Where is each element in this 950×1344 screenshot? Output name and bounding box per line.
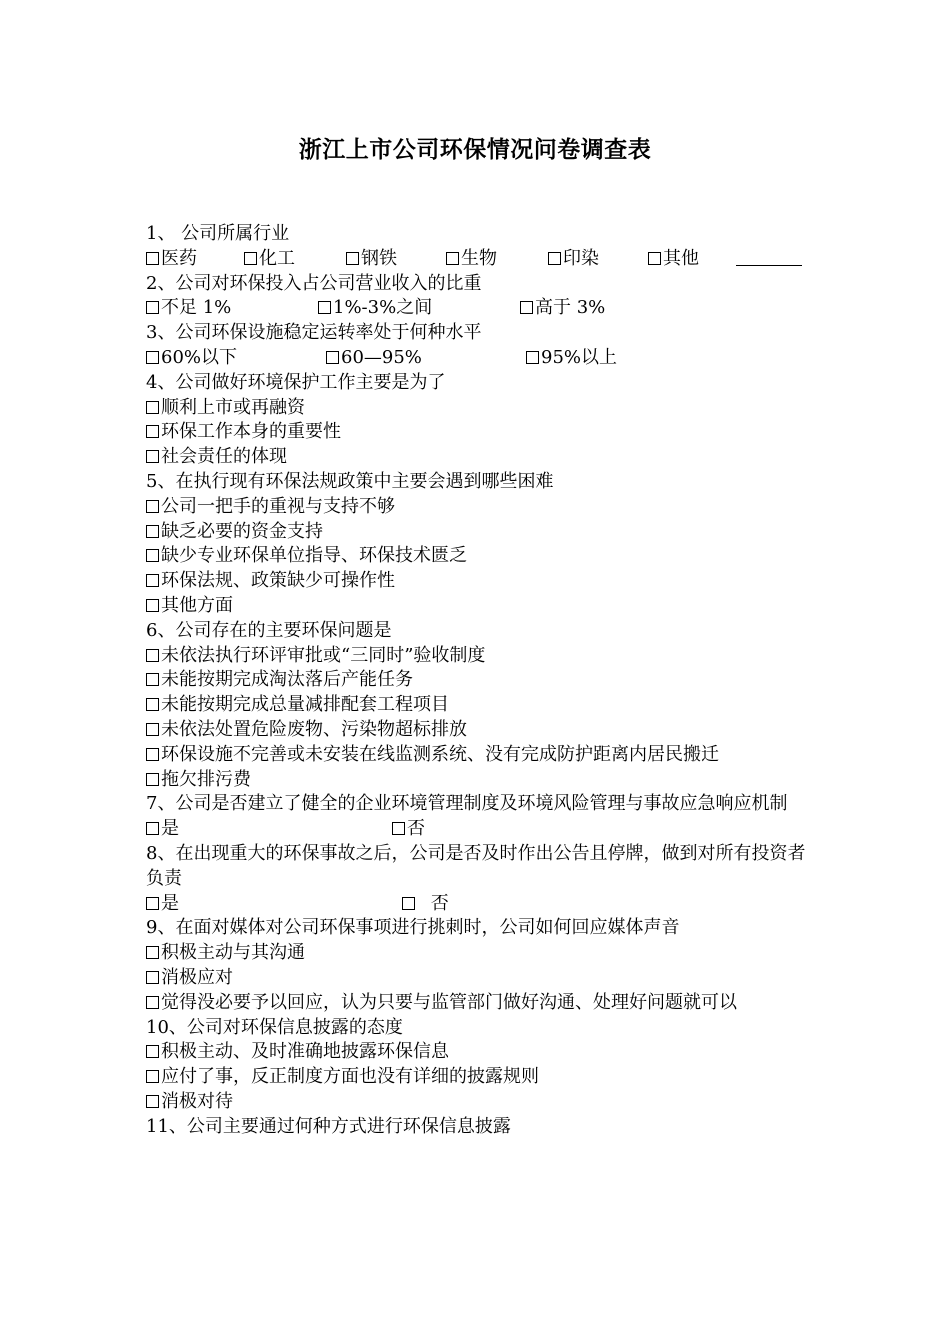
- checkbox-icon[interactable]: [146, 946, 159, 959]
- checkbox-icon[interactable]: [146, 351, 159, 364]
- option-disclosure-yes[interactable]: 是: [146, 892, 402, 917]
- option-industry-other[interactable]: 其他: [648, 247, 736, 272]
- checkbox-icon[interactable]: [146, 1045, 159, 1058]
- option-industry-pharma[interactable]: 医药: [146, 247, 244, 272]
- checkbox-icon[interactable]: [244, 252, 257, 265]
- option-media-2[interactable]: 消极应对: [146, 966, 810, 991]
- option-attitude-3[interactable]: 消极对待: [146, 1090, 810, 1115]
- question-1: 1、 公司所属行业: [146, 223, 290, 244]
- checkbox-icon[interactable]: [346, 252, 359, 265]
- checkbox-icon[interactable]: [326, 351, 339, 364]
- question-5: 5、在执行现有环保法规政策中主要会遇到哪些困难: [146, 470, 554, 492]
- question-8: 8、在出现重大的环保事故之后，公司是否及时作出公告且停牌，做到对所有投资者负责: [146, 842, 806, 889]
- checkbox-icon[interactable]: [146, 425, 159, 438]
- question-3: 3、公司环保设施稳定运转率处于何种水平: [146, 322, 482, 344]
- checkbox-icon[interactable]: [146, 574, 159, 587]
- question-7: 7、公司是否建立了健全的企业环境管理制度及环境风险管理与事故应急响应机制: [146, 793, 788, 815]
- checkbox-icon[interactable]: [520, 301, 533, 314]
- checkbox-icon[interactable]: [146, 748, 159, 761]
- question-10: 10、公司对环保信息披露的态度: [146, 1016, 403, 1038]
- option-attitude-2[interactable]: 应付了事，反正制度方面也没有详细的披露规则: [146, 1065, 810, 1090]
- checkbox-icon[interactable]: [146, 549, 159, 562]
- checkbox-icon[interactable]: [146, 673, 159, 686]
- option-rate-over-95[interactable]: 95%以上: [526, 346, 617, 371]
- checkbox-icon[interactable]: [146, 252, 159, 265]
- option-purpose-3[interactable]: 社会责任的体现: [146, 445, 810, 470]
- option-mgmt-no[interactable]: 否: [392, 817, 425, 842]
- checkbox-icon[interactable]: [446, 252, 459, 265]
- option-attitude-1[interactable]: 积极主动、及时准确地披露环保信息: [146, 1040, 810, 1065]
- checkbox-icon[interactable]: [146, 897, 159, 910]
- option-rate-under-60[interactable]: 60%以下: [146, 346, 326, 371]
- option-problem-1[interactable]: 未依法执行环评审批或“三同时”验收制度: [146, 644, 810, 669]
- checkbox-icon[interactable]: [146, 525, 159, 538]
- option-difficulty-2[interactable]: 缺乏必要的资金支持: [146, 520, 810, 545]
- option-rate-60-95[interactable]: 60—95%: [326, 346, 526, 371]
- option-problem-5[interactable]: 环保设施不完善或未安装在线监测系统、没有完成防护距离内居民搬迁: [146, 743, 810, 768]
- option-problem-4[interactable]: 未依法处置危险废物、污染物超标排放: [146, 718, 810, 743]
- checkbox-icon[interactable]: [146, 996, 159, 1009]
- option-difficulty-5[interactable]: 其他方面: [146, 594, 810, 619]
- option-industry-biology[interactable]: 生物: [446, 247, 548, 272]
- checkbox-icon[interactable]: [146, 822, 159, 835]
- question-2: 2、公司对环保投入占公司营业收入的比重: [146, 272, 482, 294]
- question-2-options: [146, 296, 810, 321]
- checkbox-icon[interactable]: [146, 723, 159, 736]
- questionnaire: [146, 222, 810, 1139]
- checkbox-icon[interactable]: [648, 252, 661, 265]
- checkbox-icon[interactable]: [548, 252, 561, 265]
- option-industry-steel[interactable]: 钢铁: [346, 247, 446, 272]
- option-problem-6[interactable]: 拖欠排污费: [146, 768, 810, 793]
- option-media-3[interactable]: 觉得没必要予以回应，认为只要与监管部门做好沟通、处理好问题就可以: [146, 991, 810, 1016]
- option-difficulty-1[interactable]: 公司一把手的重视与支持不够: [146, 495, 810, 520]
- option-problem-2[interactable]: 未能按期完成淘汰落后产能任务: [146, 668, 810, 693]
- question-7-options: [146, 817, 810, 842]
- checkbox-icon[interactable]: [146, 649, 159, 662]
- checkbox-icon[interactable]: [526, 351, 539, 364]
- checkbox-icon[interactable]: [402, 897, 415, 910]
- checkbox-icon[interactable]: [146, 301, 159, 314]
- question-6: 6、公司存在的主要环保问题是: [146, 619, 392, 641]
- other-industry-blank[interactable]: [736, 247, 802, 266]
- checkbox-icon[interactable]: [146, 773, 159, 786]
- checkbox-icon[interactable]: [318, 301, 331, 314]
- checkbox-icon[interactable]: [392, 822, 405, 835]
- question-9: 9、在面对媒体对公司环保事项进行挑刺时，公司如何回应媒体声音: [146, 917, 680, 939]
- checkbox-icon[interactable]: [146, 401, 159, 414]
- option-ratio-over-3[interactable]: 高于 3%: [520, 296, 605, 321]
- option-mgmt-yes[interactable]: 是: [146, 817, 392, 842]
- option-difficulty-4[interactable]: 环保法规、政策缺少可操作性: [146, 569, 810, 594]
- question-11: 11、公司主要通过何种方式进行环保信息披露: [146, 1115, 511, 1137]
- option-industry-dyeing[interactable]: 印染: [548, 247, 648, 272]
- option-problem-3[interactable]: 未能按期完成总量减排配套工程项目: [146, 693, 810, 718]
- question-1-options: [146, 247, 810, 272]
- checkbox-icon[interactable]: [146, 599, 159, 612]
- option-purpose-2[interactable]: 环保工作本身的重要性: [146, 420, 810, 445]
- option-ratio-1-3[interactable]: 1%-3%之间: [318, 296, 520, 321]
- option-disclosure-no[interactable]: 否: [402, 892, 449, 917]
- checkbox-icon[interactable]: [146, 1095, 159, 1108]
- checkbox-icon[interactable]: [146, 450, 159, 463]
- checkbox-icon[interactable]: [146, 971, 159, 984]
- option-ratio-under-1[interactable]: 不足 1%: [146, 296, 318, 321]
- question-8-options: [146, 892, 810, 917]
- document-title: 浙江上市公司环保情况问卷调查表: [298, 137, 652, 163]
- option-purpose-1[interactable]: 顺利上市或再融资: [146, 396, 810, 421]
- checkbox-icon[interactable]: [146, 698, 159, 711]
- option-media-1[interactable]: 积极主动与其沟通: [146, 941, 810, 966]
- question-4: 4、公司做好环境保护工作主要是为了: [146, 371, 446, 393]
- option-industry-chemical[interactable]: 化工: [244, 247, 346, 272]
- question-3-options: [146, 346, 810, 371]
- checkbox-icon[interactable]: [146, 500, 159, 513]
- checkbox-icon[interactable]: [146, 1070, 159, 1083]
- option-difficulty-3[interactable]: 缺少专业环保单位指导、环保技术匮乏: [146, 544, 810, 569]
